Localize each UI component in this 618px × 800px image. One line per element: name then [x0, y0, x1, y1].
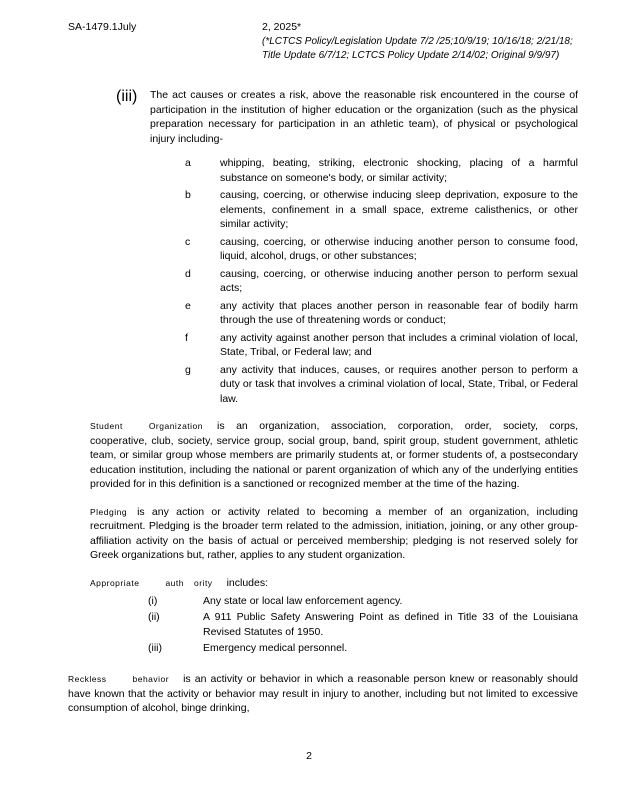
list-item-marker: a [185, 157, 191, 169]
page-number: 2 [306, 750, 312, 762]
list-item-marker: (ii) [148, 610, 160, 623]
term-appropriate: Appropriate [90, 577, 140, 588]
header-date: 2, 2025* [262, 21, 302, 33]
list-item-marker: d [185, 267, 191, 280]
clause-iii-body: The act causes or creates a risk, above the reasonable risk encountered in the course of participation in the institution of higher education or the organization (such as the physical preparation necessary for participation in an athletic team), of physical or psychological injury including- [150, 89, 578, 145]
definition-pledging [40, 505, 578, 563]
sub-item-list [40, 156, 578, 406]
list-item [148, 641, 578, 657]
list-item [185, 299, 578, 328]
list-item-marker: (i) [148, 595, 158, 607]
list-item-marker: f [185, 331, 188, 344]
definition-text: is an activity or behavior in which a reasonable person knew or reasonably should have known that the activity or behavior may result in injury to another, including but not limited to excessive consumption of alcohol, binge drinking, [68, 673, 578, 714]
list-item [185, 235, 578, 264]
definition-text: is any action or activity related to becoming a member of an organization, including recruitment. Pledging is the broader term related to the admission, initiation, joining, or any other group-affiliation activity on the basis of actual or perceived membership; pledging is not reserved solely for Greek organizations but, rather, applies to any student organization. [90, 505, 578, 561]
term-auth: auth [165, 577, 184, 588]
definition-appropriate-authority [40, 576, 578, 591]
clause-iii [40, 88, 578, 146]
document-id: SA-1479.1July [68, 21, 137, 33]
list-item-text: any activity that places another person in reasonable fear of bodily harm through the use of threatening words or conduct; [220, 299, 578, 326]
list-item-marker: g [185, 363, 191, 376]
list-item [185, 331, 578, 360]
list-item-text: Emergency medical personnel. [203, 641, 348, 654]
list-item [185, 267, 578, 296]
term-student: Student [90, 421, 123, 431]
clause-iii-marker: (iii) [116, 88, 138, 105]
list-item-marker: e [185, 299, 191, 312]
header-revision-note: (*LCTCS Policy/Legislation Update 7/2 /25;10/9/19; 10/16/18; 2/21/18; Title Update 6/7/12; LCTCS Policy Update 2/14/02; Original 9/9/97) [262, 36, 573, 61]
definition-student-organization [40, 419, 578, 492]
term-behavior: behavior [132, 674, 170, 684]
term-reckless: Reckless [68, 674, 107, 684]
clause-iii-text [150, 88, 578, 146]
list-item-marker: c [185, 235, 191, 248]
definition-reckless-behavior [40, 672, 578, 716]
list-item-text: A 911 Public Safety Answering Point as defined in Title 33 of the Louisiana Revised Statutes of 1950. [203, 610, 578, 638]
term-organization: Organization [148, 421, 204, 431]
list-item [148, 610, 578, 641]
definition-text: includes: [226, 576, 269, 589]
term-pledging: Pledging [90, 506, 128, 517]
list-item [185, 188, 578, 232]
appropriate-authority-list [40, 594, 578, 656]
list-item-text: causing, coercing, or otherwise inducing sleep deprivation, exposure to the elements, confinement in a small space, extreme calisthenics, or other similar activity; [220, 189, 578, 230]
list-item [148, 594, 578, 610]
term-ority: ority [194, 577, 213, 588]
list-item-text: whipping, beating, striking, electronic shocking, placing of a harmful substance on someone's body, or similar activity; [220, 157, 578, 184]
definition-text: is an organization, association, corporation, order, society, corps, cooperative, club, society, service group, social group, band, spirit group, student government, athletic team, or similar group whose members are primarily students at, or former students of, a postsecondary education institution, including the national or parent organization of which any of the underlying entities provided for in this definition is a sanctioned or recognized member at the time of the hazing. [90, 420, 578, 490]
list-item [185, 363, 578, 407]
list-item-text: causing, coercing, or otherwise inducing another person to consume food, liquid, alcohol, drugs, or other substances; [220, 235, 578, 262]
list-item-text: causing, coercing, or otherwise inducing another person to perform sexual acts; [220, 267, 578, 294]
list-item-text: Any state or local law enforcement agency. [203, 595, 403, 607]
list-item-marker: b [185, 189, 191, 201]
list-item [185, 156, 578, 185]
list-item-text: any activity against another person that includes a criminal violation of local, State, Tribal, or Federal law; and [220, 331, 578, 358]
list-item-text: any activity that induces, causes, or requires another person to perform a duty or task that involves a criminal violation of local, State, Tribal, or Federal law. [220, 363, 578, 405]
list-item-marker: (iii) [148, 641, 162, 654]
page-header [40, 18, 578, 80]
